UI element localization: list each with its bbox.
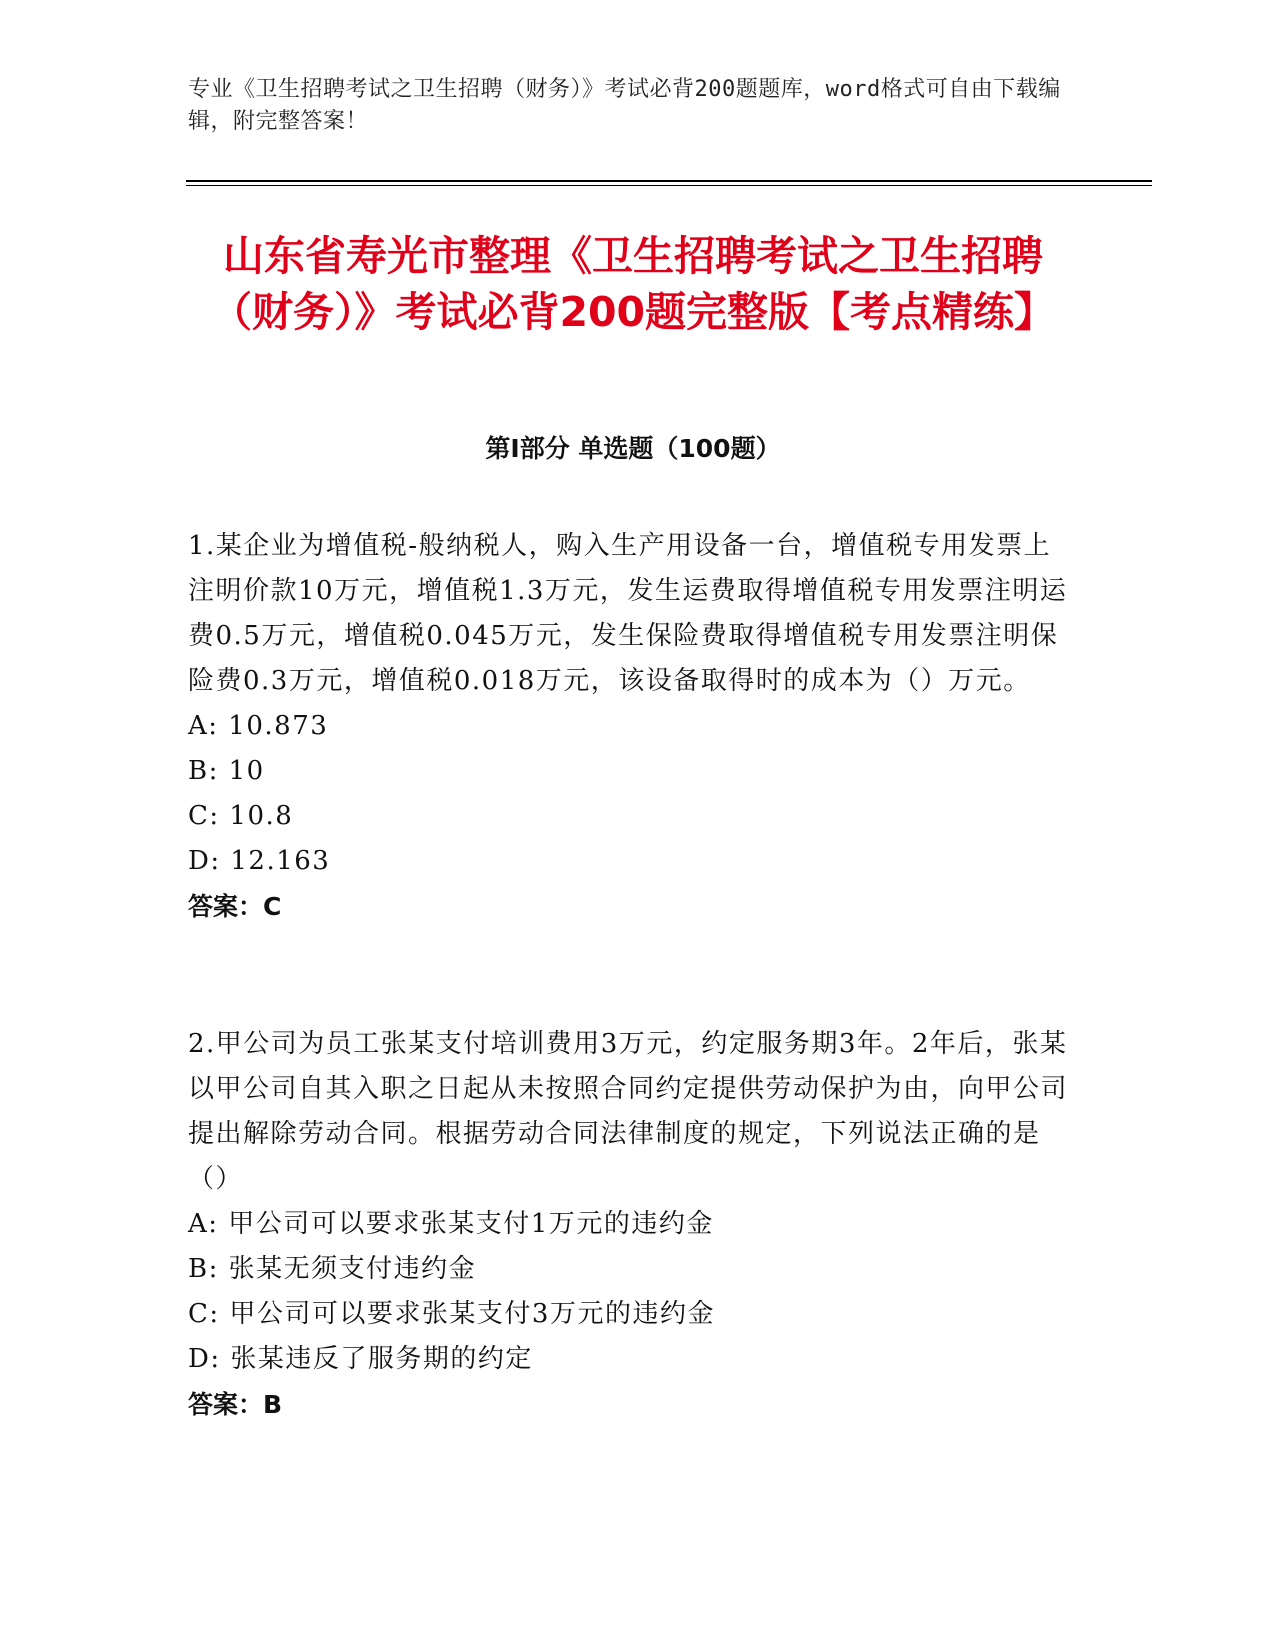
option-a: A: 10.873 <box>188 711 329 741</box>
header-rule-thin <box>186 185 1152 186</box>
option-a: A: 甲公司可以要求张某支付1万元的违约金 <box>188 1209 714 1239</box>
answer: 答案：C <box>188 892 282 921</box>
section-title: 第I部分 单选题（100题） <box>485 434 781 463</box>
option-d: D: 12.163 <box>188 846 331 876</box>
option-b: B: 张某无须支付违约金 <box>188 1254 477 1284</box>
question-text: 1.某企业为增值税-般纳税人，购入生产用设备一台，增值税专用发票上注明价款10万元，增值税1.3万元，发生运费取得增值税专用发票注明运费0.5万元，增值税0.045万元，发生保险费取得增值税专用发票注明保险费0.3万元，增值税0.018万元，该设备取得时的成本为（）万元。 <box>188 531 1068 696</box>
option-b: B: 10 <box>188 756 265 786</box>
question-2 <box>188 1022 1068 1427</box>
header-rule-thick <box>186 180 1152 182</box>
option-c: C: 甲公司可以要求张某支付3万元的违约金 <box>188 1299 715 1329</box>
question-1 <box>188 524 1068 929</box>
document-title: 山东省寿光市整理《卫生招聘考试之卫生招聘（财务）》考试必背200题完整版【考点精练】 <box>210 232 1056 336</box>
option-d: D: 张某违反了服务期的约定 <box>188 1344 533 1374</box>
answer: 答案：B <box>188 1390 283 1419</box>
header-note: 专业《卫生招聘考试之卫生招聘（财务）》考试必背200题题库，word格式可自由下载编辑，附完整答案！ <box>188 77 1061 134</box>
option-c: C: 10.8 <box>188 801 294 831</box>
question-text: 2.甲公司为员工张某支付培训费用3万元，约定服务期3年。2年后，张某以甲公司自其入职之日起从未按照合同约定提供劳动保护为由，向甲公司提出解除劳动合同。根据劳动合同法律制度的规定，下列说法正确的是（） <box>188 1029 1069 1194</box>
